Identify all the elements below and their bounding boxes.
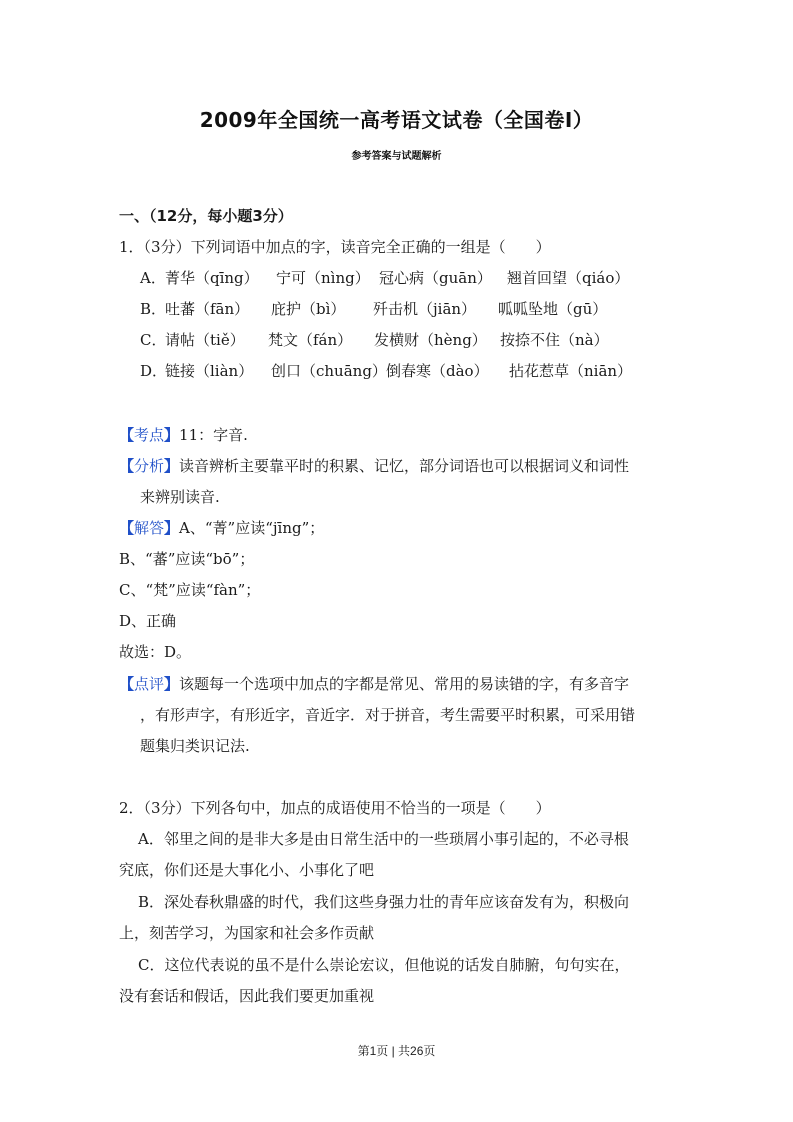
bracket-close: 】	[164, 457, 180, 475]
bracket-open: 【	[119, 675, 135, 693]
q1-a-item-4: 翘首回望（qiáo）	[507, 269, 630, 287]
q2-option-b-line1	[138, 892, 629, 912]
option-text: 深处春秋鼎盛的时代，我们这些身强力壮的青年应该奋发有为，积极向	[164, 893, 630, 911]
q2-option-b-line2: 上，刻苦学习，为国家和社会多作贡献	[119, 924, 375, 942]
fenxi-text-line2: 来辨别读音.	[140, 488, 220, 506]
fenxi-text-line1: 读音辨析主要靠平时的积累、记忆，部分词语也可以根据词义和词性	[179, 457, 630, 475]
q1-option-a	[140, 268, 166, 288]
bracket-close: 】	[164, 519, 180, 537]
option-label: A．	[138, 830, 164, 848]
bracket-open: 【	[119, 519, 135, 537]
jieda-line-4: D、正确	[119, 612, 177, 630]
option-text: 这位代表说的虽不是什么崇论宏议，但他说的话发自肺腑，句句实在，	[164, 956, 630, 974]
bracket-close: 】	[164, 426, 180, 444]
document-subtitle: 参考答案与试题解析	[351, 151, 442, 162]
q1-d-item-4: 拈花惹草（niān）	[509, 362, 633, 380]
q1-b-item-3: 歼击机（jiān）	[373, 300, 477, 318]
q1-a-item-2: 宁可（nìng）	[276, 269, 370, 287]
page-footer: 第1页 | 共26页	[357, 1044, 436, 1058]
jieda-tag: 解答	[134, 519, 165, 537]
bracket-open: 【	[119, 457, 135, 475]
q2-option-c-line2: 没有套话和假话，因此我们要更加重视	[119, 987, 375, 1005]
jieda-line-2: B、“蕃”应读“bō”；	[119, 550, 255, 568]
option-label: D．	[140, 362, 168, 380]
jieda-line-1: A、“菁”应读“jīng”；	[179, 519, 325, 537]
option-label: A．	[140, 269, 166, 287]
bracket-close: 】	[164, 675, 180, 693]
q1-c-item-1: 请帖（tiě）	[165, 331, 245, 349]
kaodian-tag: 考点	[134, 426, 165, 444]
jieda-row	[119, 518, 324, 538]
fenxi-row	[119, 456, 629, 476]
jieda-line-5: 故选：D。	[119, 643, 192, 661]
dianping-row	[119, 674, 629, 694]
q1-b-item-2: 庇护（bì）	[271, 300, 346, 318]
option-text: 邻里之间的是非大多是由日常生活中的一些琐屑小事引起的，不必寻根	[163, 830, 629, 848]
q1-a-item-1: 菁华（qīng）	[165, 269, 259, 287]
bracket-open: 【	[119, 426, 135, 444]
fenxi-tag: 分析	[134, 457, 165, 475]
question-1-stem: 1．（3分）下列词语中加点的字，读音完全正确的一组是（ ）	[119, 238, 551, 256]
q1-c-item-4: 按捺不住（nà）	[500, 331, 609, 349]
question-2-stem: 2．（3分）下列各句中，加点的成语使用不恰当的一项是（ ）	[119, 799, 551, 817]
q1-d-item-1: 链接（liàn）	[165, 362, 254, 380]
option-label: B．	[140, 300, 167, 318]
dianping-tag: 点评	[134, 675, 165, 693]
q1-b-item-1: 吐蕃（fān）	[165, 300, 250, 318]
dianping-text-line2: ，有形声字，有形近字，音近字．对于拼音，考生需要平时积累，可采用错	[140, 706, 636, 724]
document-title: 2009年全国统一高考语文试卷（全国卷Ⅰ）	[199, 108, 594, 132]
q2-option-a-line2: 究底，你们还是大事化小、小事化了吧	[119, 861, 375, 879]
q1-c-item-2: 梵文（fán）	[268, 331, 353, 349]
jieda-line-3: C、“梵”应读“fàn”；	[119, 581, 261, 599]
q2-option-c-line1	[138, 955, 630, 975]
q1-option-c	[140, 330, 166, 350]
dianping-text-line1: 该题每一个选项中加点的字都是常见、常用的易读错的字，有多音字	[179, 675, 630, 693]
q2-option-a-line1	[138, 829, 629, 849]
dianping-text-line3: 题集归类识记法.	[140, 737, 250, 755]
option-label: C．	[140, 331, 167, 349]
q1-b-item-4: 呱呱坠地（gū）	[498, 300, 608, 318]
q1-c-item-3: 发横财（hèng）	[374, 331, 487, 349]
kaodian-row	[119, 425, 248, 445]
option-label: C．	[138, 956, 165, 974]
option-label: B．	[138, 893, 165, 911]
q1-a-item-3: 冠心病（guān）	[379, 269, 492, 287]
section-heading: 一、（12分，每小题3分）	[119, 207, 293, 225]
kaodian-text: 11：字音.	[179, 426, 248, 444]
q1-d-item-3: 倒春寒（dào）	[386, 362, 489, 380]
q1-option-d	[140, 361, 167, 381]
q1-d-item-2: 创口（chuāng）	[271, 362, 387, 380]
q1-option-b	[140, 299, 166, 319]
